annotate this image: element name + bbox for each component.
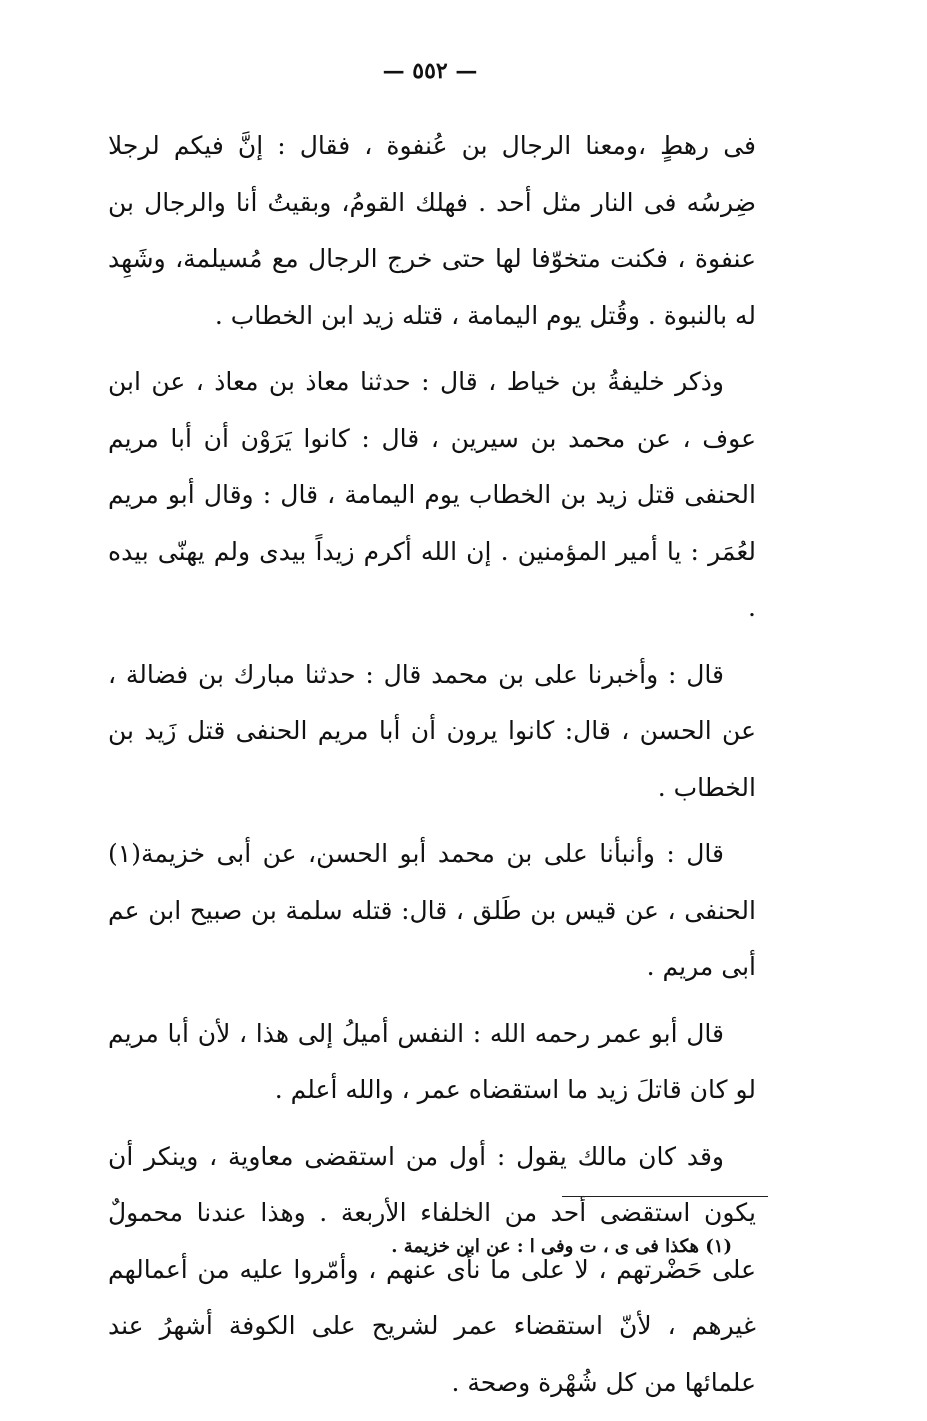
paragraph-khalifa: وذكر خليفةُ بن خياط ، قال : حدثنا معاذ بن معاذ ، عن ابن عوف ، عن محمد بن سيرين ، قال : كانوا يَرَوْن أن أبا مريم الحنفى قتل زيد بن الخطاب يوم اليمامة ، قال : وقال أبو مريم لعُمَر : يا أمير المؤمنين . إن الله أكرم زيداً بيدى ولم يهنّى بيده .	[108, 367, 756, 622]
paragraph-abu-umar: قال أبو عمر رحمه الله : النفس أميلُ إلى هذا ، لأن أبا مريم لو كان قاتلَ زيد ما استقضاه عمر ، والله أعلم .	[108, 1018, 756, 1104]
paragraph-qays: قال : وأنبأنا على بن محمد أبو الحسن، عن أبى خزيمة(١) الحنفى ، عن قيس بن طَلق ، قال: قتله سلمة بن صبيح ابن عم أبى مريم .	[108, 839, 756, 981]
paragraph-malik: وقد كان مالك يقول : أول من استقضى معاوية ، وينكر أن يكون استقضى أحد من الخلفاء الأربعة . وهذا عندنا محمولٌ على حَضْرتهم ، لا على ما نأى عنهم ، وأمّروا عليه من أعمالهم غيرهم ، لأنّ استقضاء عمر لشريح على الكوفة أشهرُ عند علمائها من كل شُهْرة وصحة .	[108, 1141, 756, 1397]
main-text	[108, 118, 756, 1421]
page-number: — ٥٥٢ —	[382, 58, 478, 84]
footnote: (١) هكذا فى ى ، ت وفى ا : عن ابن خزيمة .	[391, 1236, 732, 1257]
paragraph-mubarak: قال : وأخبرنا على بن محمد قال : حدثنا مبارك بن فضالة ، عن الحسن ، قال: كانوا يرون أن أبا مريم الحنفى قتل زَيد بن الخطاب .	[108, 659, 756, 802]
footnote-divider	[562, 1196, 768, 1197]
paragraph-continuation: فى رهطٍ ،ومعنا الرجال بن عُنفوة ، فقال : إنَّ فيكم لرجلا ضِرسُه فى النار مثل أحد . فهلك القومُ، وبقيتُ أنا والرجال بن عنفوة ، فكنت متخوّفا لها حتى خرج الرجال مع مُسيلمة، وشَهِد له بالنبوة . وقُتل يوم اليمامة ، قتله زيد ابن الخطاب .	[108, 131, 756, 330]
